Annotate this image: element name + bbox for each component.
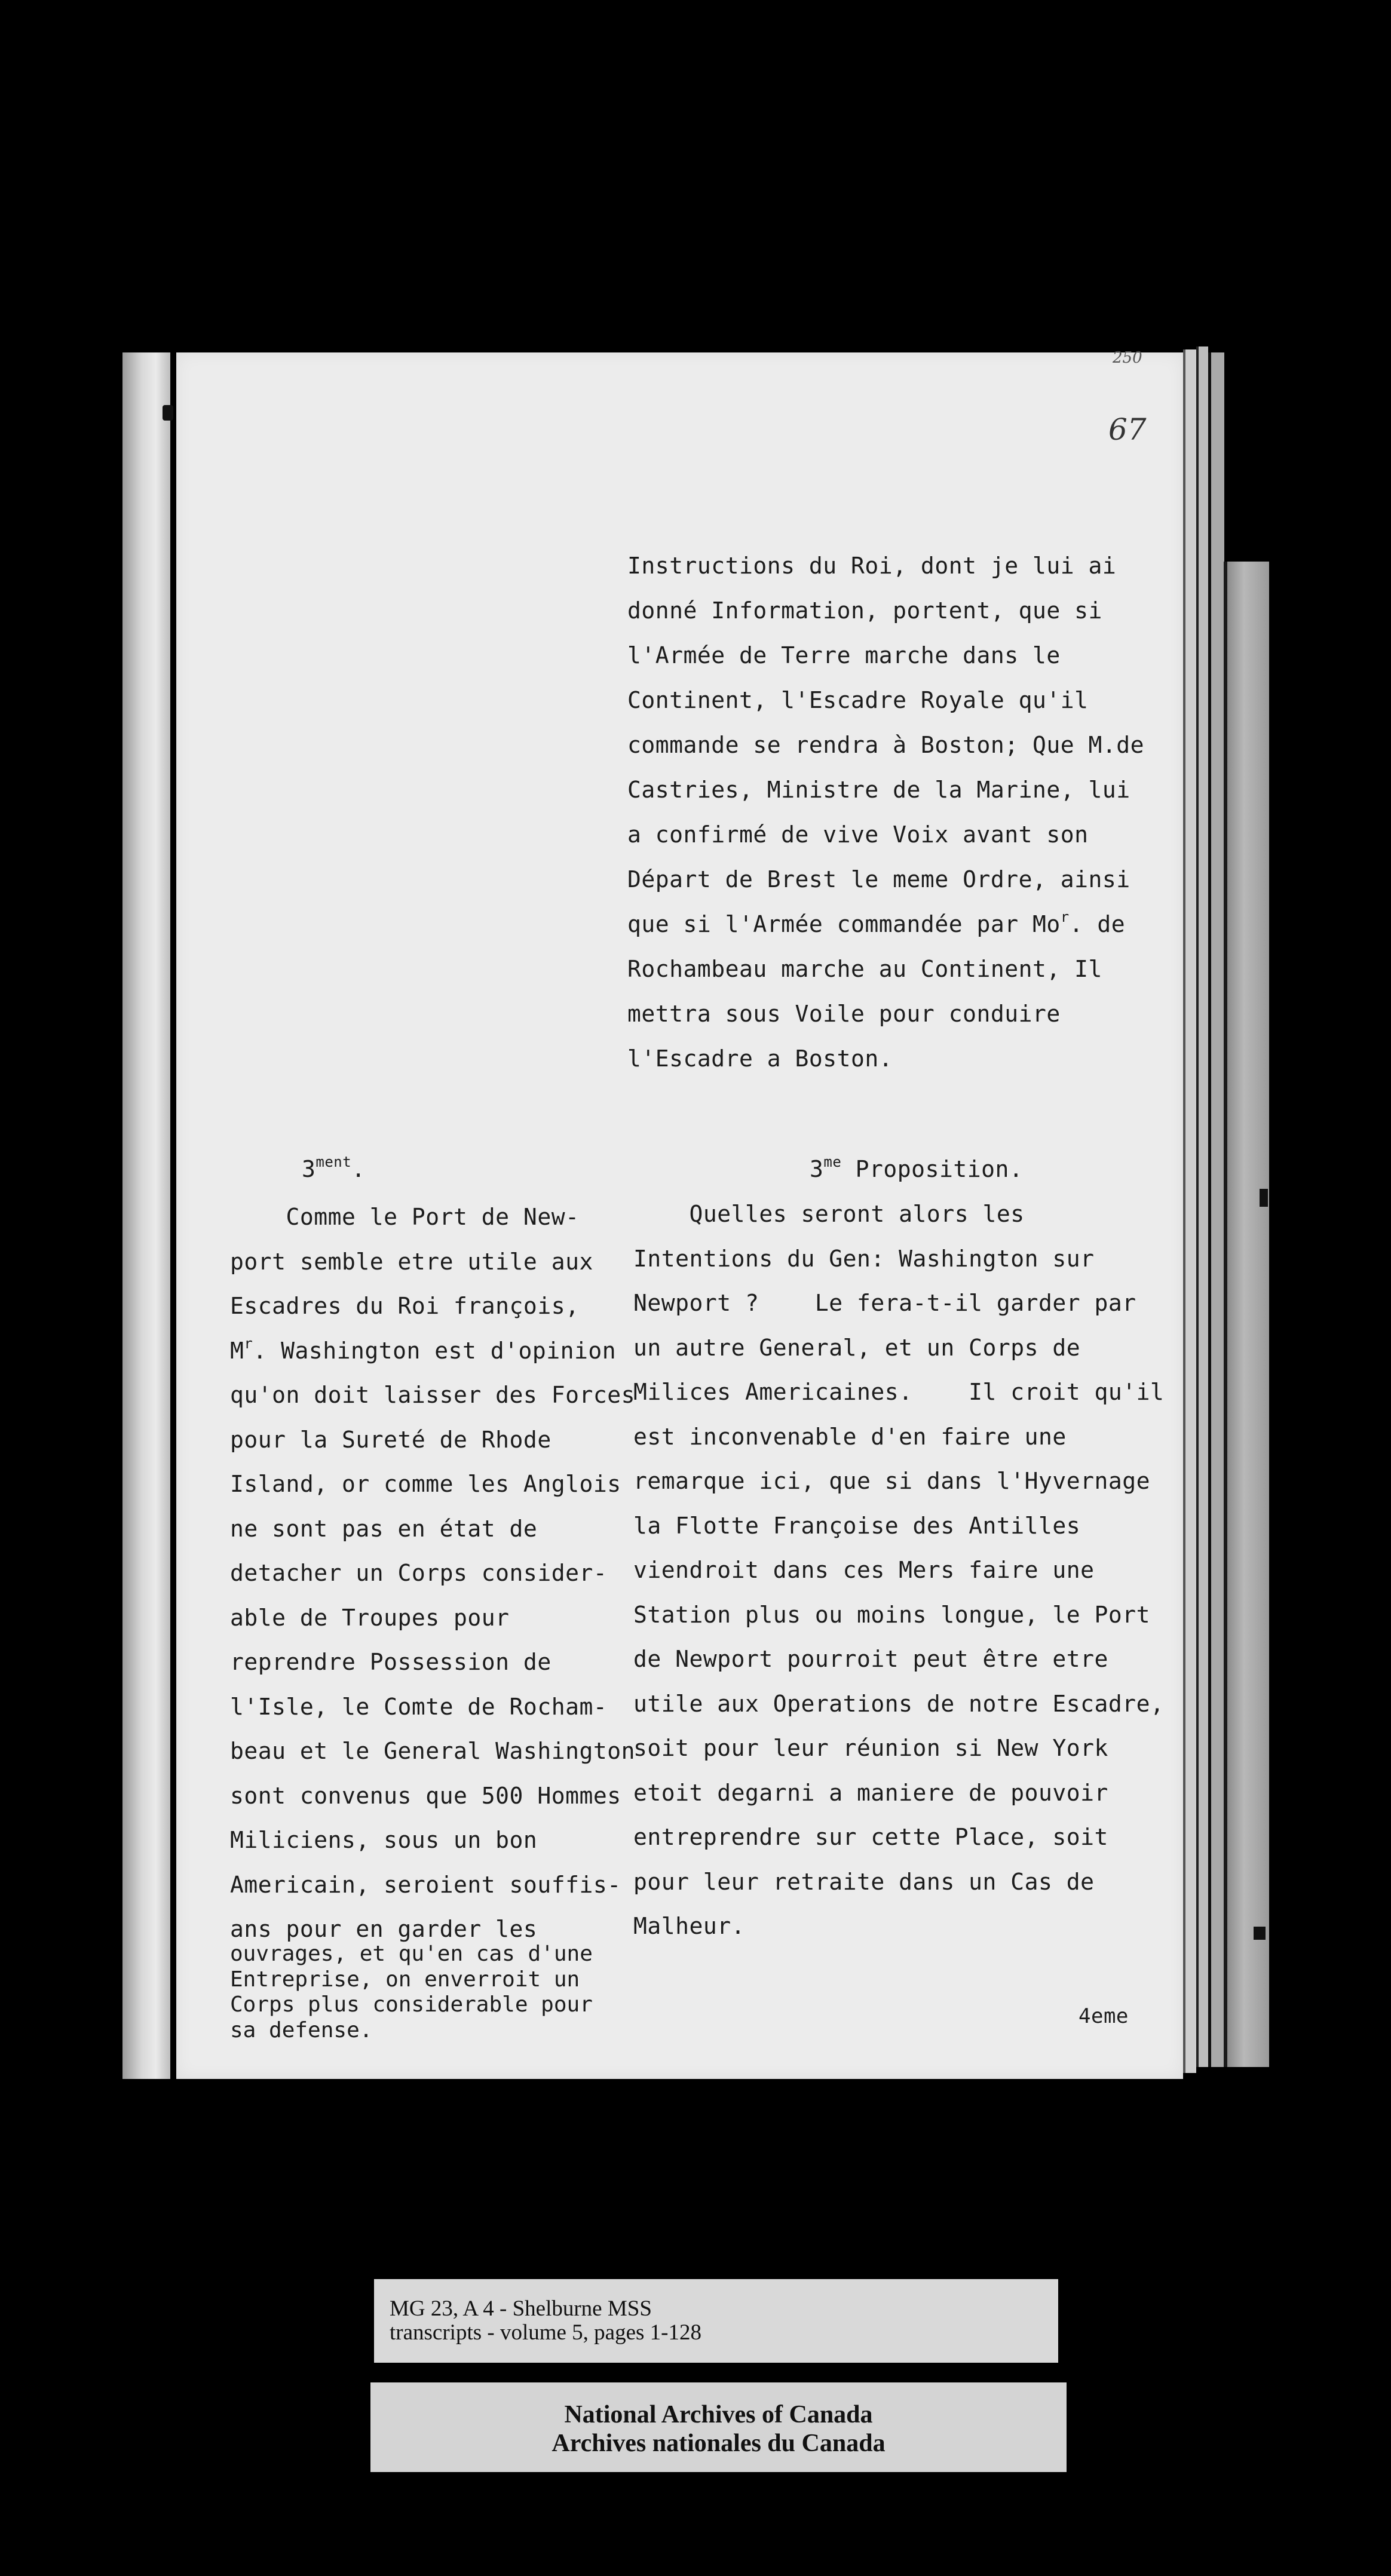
right-heading: $3^{me}$ Proposition. bbox=[810, 1154, 1024, 1182]
text-line: Quelles seront alors les bbox=[633, 1201, 1025, 1227]
text-line: Island, or comme les Anglois bbox=[230, 1471, 621, 1497]
text-line: donné Information, portent, que si bbox=[627, 597, 1102, 624]
text-line: reprendre Possession de bbox=[230, 1649, 552, 1675]
text-line: ouvrages, et qu'en cas d'une bbox=[230, 1942, 593, 1966]
text-line: remarque ici, que si dans l'Hyvernage bbox=[633, 1468, 1150, 1494]
text-line: utile aux Operations de notre Escadre, bbox=[633, 1690, 1165, 1717]
stamp-number: 250 bbox=[1113, 349, 1142, 367]
folio-number: 67 bbox=[1108, 412, 1147, 447]
institution-label-en: National Archives of Canada bbox=[564, 2401, 873, 2428]
text-line: able de Troupes pour bbox=[230, 1604, 510, 1631]
text-line: Corps plus considerable pour bbox=[230, 1992, 593, 2017]
text-line: Station plus ou moins longue, le Port bbox=[633, 1601, 1150, 1628]
text-line: la Flotte Françoise des Antilles bbox=[633, 1512, 1081, 1539]
text-line: Malheur. bbox=[633, 1913, 746, 1939]
text-line: pour leur retraite dans un Cas de bbox=[633, 1868, 1095, 1895]
page-edge bbox=[1196, 346, 1208, 2067]
text-line: sa defense. bbox=[230, 2017, 373, 2043]
archive-label bbox=[374, 2279, 1058, 2363]
text-line: port semble etre utile aux bbox=[230, 1248, 593, 1275]
text-line: Americain, seroient souffis- bbox=[230, 1871, 621, 1898]
text-line: Rochambeau marche au Continent, Il bbox=[627, 956, 1102, 982]
text-line: de Newport pourroit peut être etre bbox=[633, 1646, 1108, 1672]
text-line: Intentions du Gen: Washington sur bbox=[633, 1245, 1095, 1272]
page-edge bbox=[1208, 352, 1224, 2067]
institution-label-fr: Archives nationales du Canada bbox=[552, 2430, 886, 2457]
text-line: sont convenus que 500 Hommes bbox=[230, 1782, 621, 1809]
text-line: beau et le General Washington bbox=[230, 1738, 635, 1764]
text-line: ne sont pas en état de bbox=[230, 1515, 538, 1542]
archive-label-line2: transcripts - volume 5, pages 1-128 bbox=[390, 2320, 701, 2345]
text-line: entreprendre sur cette Place, soit bbox=[633, 1824, 1108, 1850]
text-line: Milices Americaines. Il croit qu'il bbox=[633, 1379, 1165, 1405]
left-heading: $3^{ment}$. bbox=[302, 1154, 366, 1182]
text-line: est inconvenable d'en faire une bbox=[633, 1423, 1067, 1450]
text-line: que si l'Armée commandée par Mo$^r$. de bbox=[627, 909, 1126, 937]
clip-mark bbox=[1260, 1189, 1268, 1207]
text-line: Continent, l'Escadre Royale qu'il bbox=[627, 687, 1089, 713]
archive-label-line1: MG 23, A 4 - Shelburne MSS bbox=[390, 2296, 652, 2321]
text-line: Instructions du Roi, dont je lui ai bbox=[627, 553, 1117, 579]
text-line: Départ de Brest le meme Ordre, ainsi bbox=[627, 866, 1130, 893]
text-line: l'Escadre a Boston. bbox=[627, 1045, 893, 1072]
text-line: Miliciens, sous un bon bbox=[230, 1827, 538, 1853]
page-edge-stack bbox=[1224, 562, 1269, 2067]
text-line: mettra sous Voile pour conduire bbox=[627, 1001, 1061, 1027]
text-line: $M^r$. Washington est d'opinion bbox=[230, 1335, 617, 1364]
text-line: l'Isle, le Comte de Rocham- bbox=[230, 1693, 608, 1720]
page-edge bbox=[1183, 349, 1196, 2073]
institution-label bbox=[370, 2382, 1067, 2472]
text-line: etoit degarni a maniere de pouvoir bbox=[633, 1779, 1108, 1806]
text-line: pour la Sureté de Rhode bbox=[230, 1426, 552, 1453]
text-line: detacher un Corps consider- bbox=[230, 1560, 608, 1586]
text-line: a confirmé de vive Voix avant son bbox=[627, 821, 1089, 848]
text-line: viendroit dans ces Mers faire une bbox=[633, 1557, 1095, 1583]
binding-hole bbox=[163, 405, 173, 421]
text-line: Newport ? Le fera-t-il garder par bbox=[633, 1290, 1136, 1316]
text-line: soit pour leur réunion si New York bbox=[633, 1735, 1108, 1761]
binding-strip bbox=[122, 352, 170, 2079]
text-line: Comme le Port de New- bbox=[230, 1204, 580, 1230]
text-line: ans pour en garder les bbox=[230, 1916, 538, 1942]
text-line: Castries, Ministre de la Marine, lui bbox=[627, 777, 1130, 803]
catchword: 4eme bbox=[1079, 2004, 1129, 2028]
text-line: un autre General, et un Corps de bbox=[633, 1334, 1081, 1361]
text-line: qu'on doit laisser des Forces bbox=[230, 1382, 635, 1408]
text-line: commande se rendra à Boston; Que M.de bbox=[627, 732, 1144, 758]
text-line: l'Armée de Terre marche dans le bbox=[627, 642, 1061, 668]
text-line: Entreprise, on enverroit un bbox=[230, 1967, 580, 1992]
clip-mark bbox=[1254, 1927, 1266, 1940]
text-line: Escadres du Roi françois, bbox=[230, 1293, 580, 1319]
